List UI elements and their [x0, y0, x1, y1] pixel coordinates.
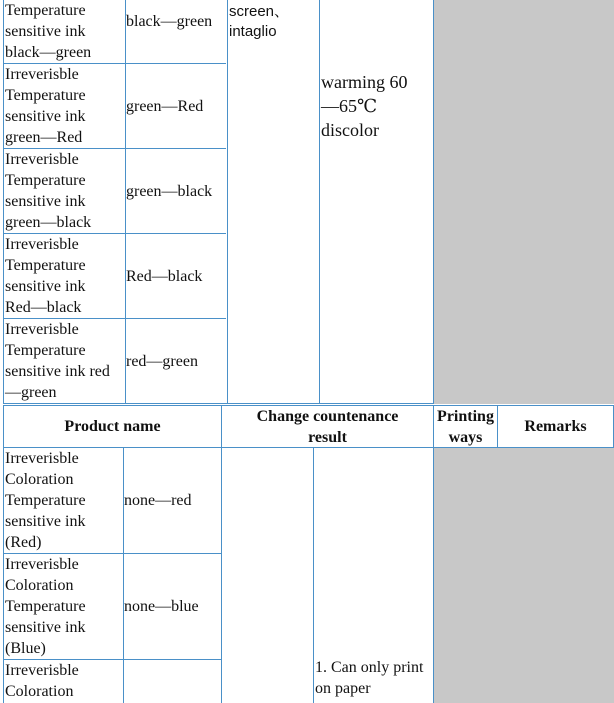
table2-row-2-name: Irreverisble Coloration Temperature sensitive ink (Blue): [5, 556, 86, 657]
table1-row-4-name: Irreverisble Temperature sensitive ink Red—black: [5, 236, 86, 316]
table1-row-1-result: black—green: [126, 12, 213, 30]
header-remarks: Remarks: [524, 418, 587, 435]
header-printing-ways: Printing ways: [437, 407, 494, 446]
table1-gray-area: [434, 0, 614, 404]
table1-row-1-name: Temperature sensitive ink black—green: [5, 2, 92, 61]
table2-row-2-result: none—blue: [124, 598, 199, 615]
table1-row-2-name: Irreverisble Temperature sensitive ink green—Red: [5, 66, 86, 146]
table2-row-1-result: none—red: [124, 492, 192, 509]
table1-printing-ways: screen、 intaglio: [229, 3, 290, 40]
table1-row-4-result: Red—black: [126, 267, 203, 285]
header-product-name: Product name: [64, 418, 161, 435]
table1-row-5-result: red—green: [126, 352, 198, 370]
table1-remarks: warming 60 —65℃ discolor: [321, 72, 408, 140]
table2-row-1-name: Irreverisble Coloration Temperature sensitive ink (Red): [5, 450, 86, 551]
table2-gray-area: [434, 448, 614, 703]
table1-row-3-result: green—black: [126, 182, 213, 200]
table2-row-3-name: Irreverisble Coloration: [5, 662, 79, 700]
table1-row-3-name: Irreverisble Temperature sensitive ink green—black: [5, 151, 92, 231]
table2-remarks: 1. Can only print on paper: [315, 659, 424, 697]
table1-row-5-name: Irreverisble Temperature sensitive ink red —green: [5, 321, 110, 401]
table1-row-2-result: green—Red: [126, 97, 204, 115]
header-change-result: Change countenance result: [256, 407, 399, 446]
